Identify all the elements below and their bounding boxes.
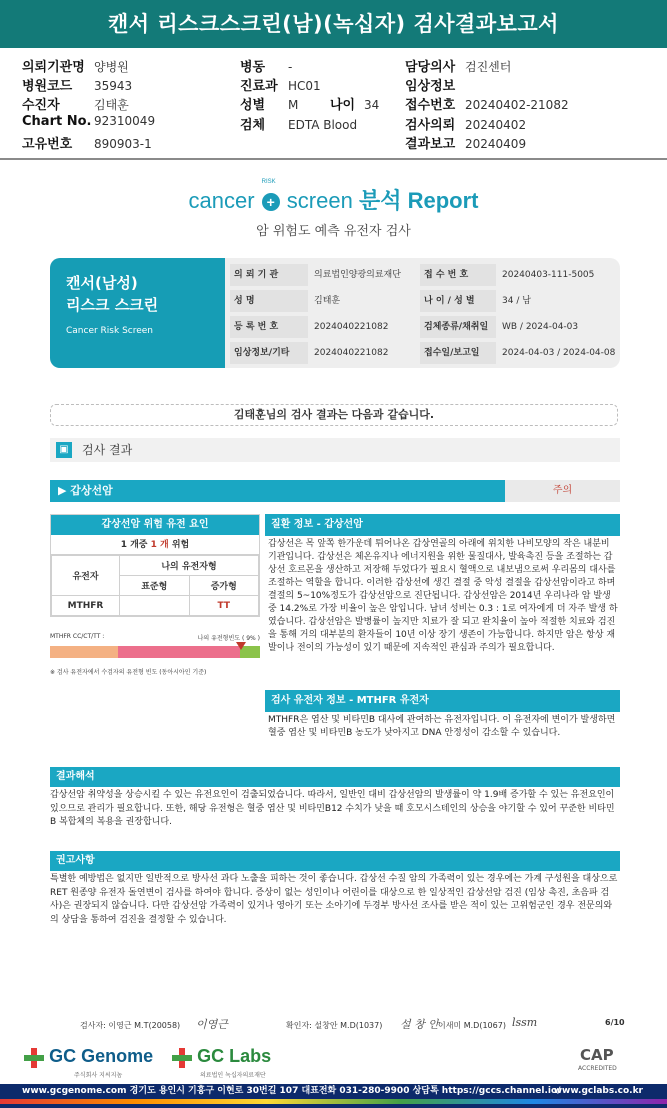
results-folder-icon: ▣ bbox=[56, 442, 72, 458]
hospital-value: 양병원 bbox=[94, 60, 129, 74]
sex-value: M bbox=[288, 98, 299, 112]
card-value: 2024-04-03 / 2024-04-08 bbox=[502, 348, 616, 358]
age-value: 34 bbox=[364, 98, 380, 112]
frequency-right-label: 나의 유전형빈도 ( 9% ) bbox=[197, 635, 260, 642]
frequency-bar bbox=[50, 642, 260, 658]
card-row bbox=[230, 342, 615, 364]
card-label: 검체종류/채취일 bbox=[420, 316, 496, 338]
report-date-value: 20240409 bbox=[465, 137, 527, 151]
confirmer-signature: 설 창 안 bbox=[400, 1018, 439, 1031]
interpretation-text: 갑상선암 취약성을 상승시킬 수 있는 유전요인이 검출되었습니다. 따라서, 일반인 대비 갑상선암의 발생률이 약 1.9배 증가할 수 있는 유전요인이 있으므로 관리가 필요합니다. 또한, 해당 유전형은 혈중 엽산 및 비타민B12 수치가 낮을 때 호모시스테인의 상승을 야기할 수 있어 꾸준한 비타민B 복합체의 복용을 권장합니다. bbox=[50, 790, 615, 827]
hospital-code-label: 병원코드 bbox=[22, 79, 73, 94]
card-label: 임상정보/기타 bbox=[230, 342, 308, 364]
card-row bbox=[230, 264, 615, 286]
risk-count bbox=[51, 535, 259, 555]
status-badge: 주의 bbox=[505, 480, 620, 502]
gcgenome-logo bbox=[24, 1046, 153, 1068]
patient-card bbox=[50, 258, 620, 368]
standard-value bbox=[120, 596, 190, 616]
ward-label: 병동 bbox=[240, 60, 266, 75]
results-section-header bbox=[50, 438, 620, 462]
card-label: 접수일/보고일 bbox=[420, 342, 496, 364]
risk-factor-box bbox=[50, 514, 260, 617]
card-label: 등 록 번 호 bbox=[230, 316, 308, 338]
confirmer-name: 확인자: 설창안 M.D(1037) bbox=[286, 1021, 383, 1030]
gclabs-logo bbox=[172, 1046, 271, 1068]
department-label: 진료과 bbox=[240, 79, 278, 94]
results-section-title: 검사 결과 bbox=[82, 443, 133, 457]
header-divider bbox=[0, 158, 667, 160]
doctor2-signature: lssm bbox=[512, 1016, 538, 1029]
unique-no-label: 고유번호 bbox=[22, 137, 73, 152]
gclabs-subtitle: 의료법인 녹십자의료재단 bbox=[200, 1072, 266, 1079]
page-subtitle: 암 위험도 예측 유전자 검사 bbox=[256, 224, 411, 239]
page-number: 6/10 bbox=[605, 1018, 625, 1027]
gene-name: MTHFR bbox=[52, 596, 120, 616]
genotype-column-header: 나의 유전자형 bbox=[120, 556, 259, 576]
card-title-line2: 리스크 스크린 bbox=[66, 296, 159, 314]
frequency-marker-icon bbox=[236, 642, 246, 650]
card-value: 2024040221082 bbox=[314, 348, 389, 358]
footer-color-stripe bbox=[0, 1099, 667, 1104]
card-label: 접 수 번 호 bbox=[420, 264, 496, 286]
examiner-signature: 이영근 bbox=[196, 1018, 228, 1031]
department-value: HC01 bbox=[288, 79, 321, 93]
gc-cross-icon bbox=[172, 1048, 192, 1068]
logo-risk: RISK bbox=[261, 179, 276, 185]
risk-count-value: 1 개 bbox=[150, 540, 169, 550]
card-value: 의료법인양광의료재단 bbox=[314, 270, 401, 280]
hospital-label: 의뢰기관명 bbox=[22, 60, 85, 75]
card-title-en: Cancer Risk Screen bbox=[66, 326, 154, 336]
footer-site: www.gclabs.co.kr bbox=[553, 1086, 643, 1096]
freq-segment-cc bbox=[50, 646, 118, 658]
doctor-label: 담당의사 bbox=[405, 60, 456, 75]
chart-no-value: 92310049 bbox=[94, 114, 156, 128]
cap-logo: CAP bbox=[580, 1046, 614, 1064]
card-row bbox=[230, 290, 615, 312]
card-label: 의 뢰 기 관 bbox=[230, 264, 308, 286]
increase-value: TT bbox=[189, 596, 259, 616]
thyroid-cancer-bar bbox=[50, 480, 620, 502]
logo-report: 분석 Report bbox=[358, 188, 479, 213]
request-date-value: 20240402 bbox=[465, 118, 527, 132]
report-date-label: 결과보고 bbox=[405, 137, 456, 152]
sex-label: 성별 bbox=[240, 98, 266, 113]
doctor2-name: 이새미 M.D(1067) bbox=[438, 1021, 506, 1030]
freq-segment-ct bbox=[118, 646, 240, 658]
gene-info-header: 검사 유전자 정보 - MTHFR 유전자 bbox=[265, 690, 620, 712]
footer-address: www.gcgenome.com 경기도 용인시 기흥구 이현로 30번길 107 대표전화 031-280-9900 상담톡 https://gccs.channel.io/ bbox=[22, 1086, 561, 1096]
age-label: 나이 bbox=[330, 98, 356, 113]
header-info bbox=[0, 54, 667, 154]
specimen-value: EDTA Blood bbox=[288, 118, 358, 132]
receipt-no-value: 20240402-21082 bbox=[465, 98, 569, 112]
gene-info-text: MTHFR은 엽산 및 비타민B 대사에 관여하는 유전자입니다. 이 유전자에 변이가 발생하면 혈중 엽산 및 비타민B 농도가 낮아지고 DNA 안정성이 감소할 수 있습니다. bbox=[268, 715, 616, 738]
risk-box-header: 갑상선암 위험 유전 요인 bbox=[51, 515, 259, 535]
card-title-panel bbox=[50, 258, 225, 368]
receipt-no-label: 접수번호 bbox=[405, 98, 456, 113]
genotype-table bbox=[51, 555, 259, 616]
card-value: 34 / 남 bbox=[502, 296, 531, 306]
risk-count-prefix: 1 개중 bbox=[120, 540, 151, 550]
footer-logos bbox=[0, 1044, 667, 1082]
patient-value: 김태훈 bbox=[94, 98, 129, 112]
gclabs-name: GC Labs bbox=[197, 1046, 272, 1066]
logo-word-screen: screen bbox=[286, 188, 353, 213]
increase-column-header: 증가형 bbox=[189, 576, 259, 596]
logo-word-cancer: cancer bbox=[188, 188, 255, 213]
report-title: 캔서 리스크스크린(남)(녹십자) 검사결과보고서 bbox=[0, 0, 667, 48]
ward-value: - bbox=[288, 60, 293, 74]
gc-cross-icon bbox=[24, 1048, 44, 1068]
doctor-value: 검진센터 bbox=[465, 60, 512, 74]
cap-accredited: ACCREDITED bbox=[578, 1065, 617, 1072]
gcgenome-name: GC Genome bbox=[49, 1046, 154, 1066]
examiner-name: 검사자: 이영근 M.T(20058) bbox=[80, 1021, 181, 1030]
thyroid-cancer-label: ▶ 갑상선암 bbox=[58, 484, 113, 497]
disease-info-header: 질환 정보 - 갑상선암 bbox=[265, 514, 620, 536]
frequency-note: ※ 검사 유전자에서 수검자의 유전형 빈도 (동아시아인 기준) bbox=[50, 669, 207, 676]
specimen-label: 검체 bbox=[240, 118, 266, 133]
card-title-line1: 캔서(남성) bbox=[66, 274, 138, 292]
cancer-screen-logo bbox=[0, 179, 667, 215]
chart-no-label: Chart No. bbox=[22, 114, 92, 129]
card-label: 나 이 / 성 별 bbox=[420, 290, 496, 312]
request-date-label: 검사의뢰 bbox=[405, 118, 456, 133]
recommendation-header: 권고사항 bbox=[50, 851, 620, 871]
card-value: WB / 2024-04-03 bbox=[502, 322, 579, 332]
gene-column-header: 유전자 bbox=[52, 556, 120, 596]
card-value: 김태훈 bbox=[314, 296, 341, 306]
standard-column-header: 표준형 bbox=[120, 576, 190, 596]
card-value: 2024040221082 bbox=[314, 322, 389, 332]
logo-plus-icon: + bbox=[262, 193, 280, 211]
footer-bar bbox=[0, 1084, 667, 1108]
gcgenome-subtitle: 주식회사 지씨지놈 bbox=[74, 1072, 123, 1079]
card-label: 성 명 bbox=[230, 290, 308, 312]
clinical-info-label: 임상정보 bbox=[405, 79, 456, 94]
unique-no-value: 890903-1 bbox=[94, 137, 152, 151]
card-value: 20240403-111-5005 bbox=[502, 270, 595, 280]
greeting-message: 김태훈님의 검사 결과는 다음과 같습니다. bbox=[50, 404, 618, 426]
patient-label: 수진자 bbox=[22, 98, 60, 113]
risk-count-suffix: 위험 bbox=[168, 540, 190, 550]
interpretation-header: 결과해석 bbox=[50, 767, 620, 787]
recommendation-text: 특별한 예방법은 없지만 일반적으로 방사선 과다 노출을 피하는 것이 좋습니다. 갑상선 수질 암의 가족력이 있는 경우에는 가계 구성원을 대상으로 RET 원종양 유전자 돌연변이 검사를 하여야 합니다. 증상이 없는 성인이나 어린이를 대상으로 한 일상적인 갑상선암 검진 (임상 촉진, 초음파 검사)은 권장되지 않습니다. 다만 갑상선암 가족력이 있거나 영아기 또는 소아기에 두경부 방사선 조사를 받은 적이 있는 고위험군인 경우 전문의와의 상담을 통하여 검진을 결정할 수 있습니다. bbox=[50, 874, 618, 925]
card-row bbox=[230, 316, 615, 338]
hospital-code-value: 35943 bbox=[94, 79, 133, 93]
frequency-left-label: MTHFR CC/CT/TT : bbox=[50, 633, 105, 640]
disease-info-text: 갑상선은 목 앞쪽 한가운데 튀어나온 갑상연골의 아래에 위치한 나비모양의 작은 내분비기관입니다. 갑상선은 체온유지나 에너지원을 위한 물질대사, 발육촉진 등을 조절하는 갑상선 호르몬을 생산하고 저장해 두었다가 필요시 혈액으로 내보냄으로써 우리몸의 대사를 조절하는 역할을 합니다. 이러한 갑상선에 생긴 결절 중 악성 결절을 갑상선암이라고 하며 결절의 5~10%정도가 갑상선암으로 진단됩니다. 갑상선암은 2014년 우리나라 암 발생중 14.2%로 가장 비율이 높은 암입니다. 남녀 성비는 0.3 : 1로 여자에게 더 자주 발생 하였습니다. 갑상선암은 발병률이 높지만 치료가 잘 되고 완치율이 높아 적절한 치료와 검진을 통해 거의 대부분의 환자들이 10년 이상 장기 생존이 가능합니다. 하지만 암은 항상 재발이나 전이의 가능성이 있기 때문에 지속적인 관심과 주의가 필요합니다. bbox=[268, 539, 618, 653]
